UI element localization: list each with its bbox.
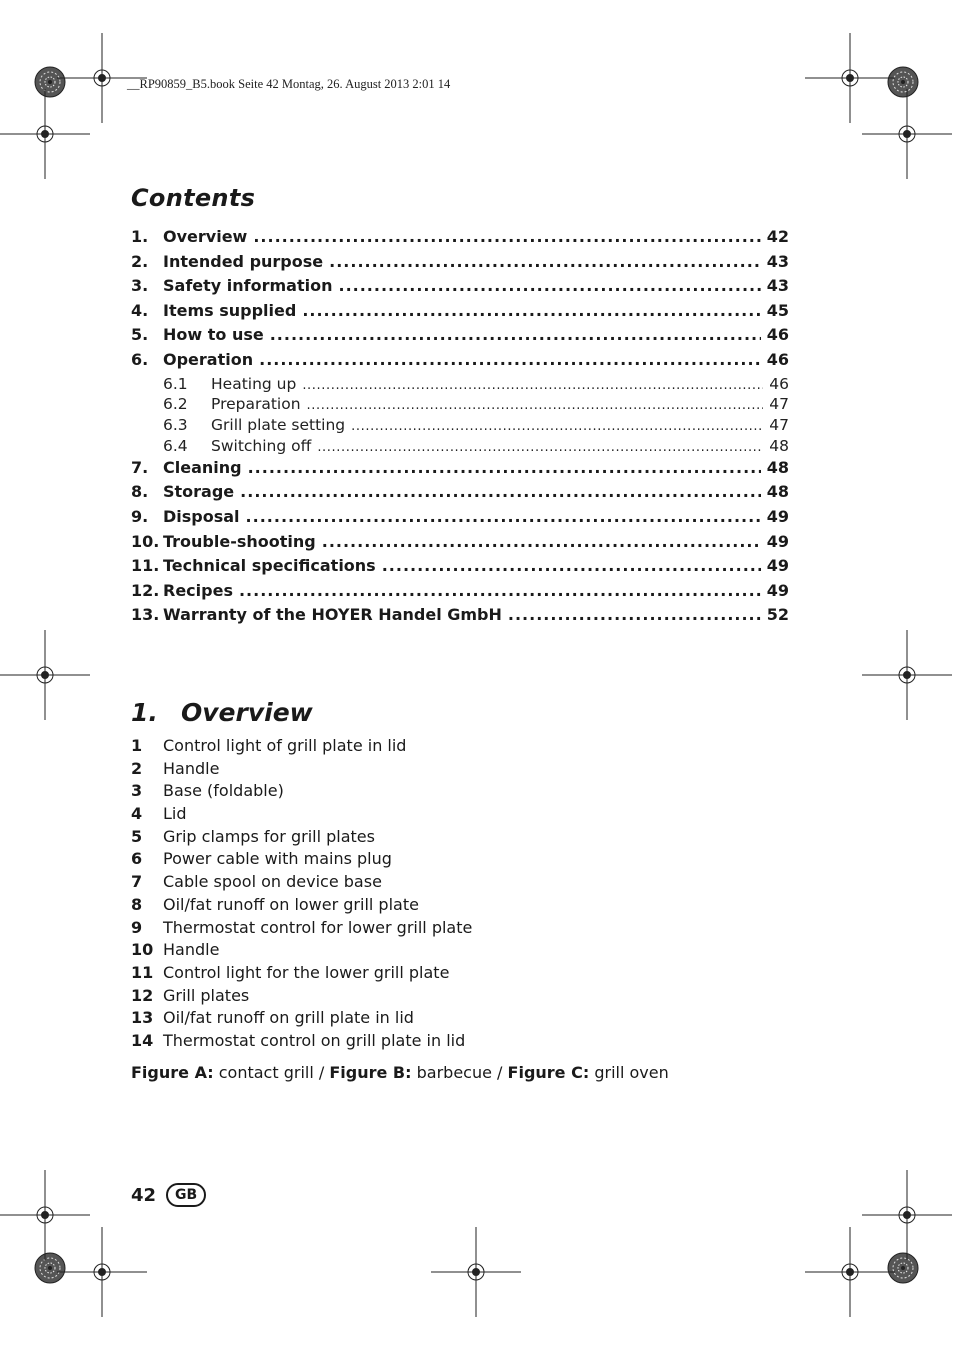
figure-c-label: Figure C: [507, 1063, 590, 1082]
toc-entry [131, 581, 789, 606]
toc-entry [131, 605, 789, 630]
toc-page: 49 [766, 556, 789, 576]
list-item [131, 1008, 472, 1031]
toc-leader-dots [322, 532, 761, 551]
toc-label: Preparation [211, 395, 301, 414]
toc-leader-dots [338, 276, 760, 295]
part-number: 5 [131, 826, 143, 846]
overview-parts-list [131, 736, 472, 1054]
part-description: Control light of grill plate in lid [163, 736, 407, 755]
toc-subentry [131, 375, 789, 396]
toc-leader-dots [382, 556, 761, 575]
part-number: 10 [131, 940, 154, 960]
toc-page: 48 [769, 436, 789, 455]
list-item [131, 872, 472, 895]
toc-leader-dots [253, 227, 760, 246]
print-header: __RP90859_B5.book Seite 42 Montag, 26. August 2013 2:01 14 [127, 77, 451, 91]
toc-entry [131, 227, 789, 252]
toc-page: 42 [766, 227, 789, 246]
crosshair-icon [805, 1227, 895, 1317]
table-of-contents [131, 227, 789, 630]
toc-leader-dots [307, 395, 764, 413]
list-item [131, 895, 472, 918]
part-number: 1 [131, 736, 143, 755]
toc-label: Safety information [163, 276, 333, 296]
figure-separator: / [497, 1063, 503, 1082]
toc-page: 48 [766, 482, 789, 502]
toc-leader-dots [302, 375, 763, 393]
crosshair-icon [862, 630, 952, 720]
toc-leader-dots [302, 301, 760, 320]
figure-b-text: barbecue [416, 1063, 492, 1082]
part-description: Oil/fat runoff on lower grill plate [163, 894, 419, 914]
toc-page: 48 [766, 457, 789, 477]
figure-b-label: Figure B: [329, 1063, 412, 1082]
part-description: Base (foldable) [163, 781, 284, 801]
registration-wheel-icon [888, 67, 918, 97]
crosshair-icon [862, 89, 952, 179]
list-item [131, 736, 472, 759]
contents-title: Contents [131, 184, 256, 212]
toc-number: 2. [131, 251, 149, 271]
toc-leader-dots [246, 507, 761, 526]
toc-page: 49 [766, 580, 789, 600]
list-item [131, 804, 472, 827]
figure-separator: / [318, 1063, 325, 1082]
toc-entry [131, 482, 789, 507]
part-description: Thermostat control on grill plate in lid [163, 1030, 466, 1050]
part-description: Thermostat control for lower grill plate [163, 917, 473, 937]
toc-page: 47 [769, 416, 789, 435]
list-item [131, 986, 472, 1009]
toc-leader-dots [508, 605, 761, 624]
list-item [131, 918, 472, 941]
page-footer [131, 1183, 206, 1207]
crosshair-icon [862, 1170, 952, 1260]
crosshair-icon [0, 1170, 90, 1260]
toc-number: 1. [131, 227, 149, 246]
crosshair-icon [431, 1227, 521, 1317]
toc-leader-dots [248, 458, 761, 477]
toc-number: 13. [131, 605, 160, 625]
toc-page: 43 [766, 276, 789, 296]
figure-legend [131, 1063, 669, 1082]
part-description: Oil/fat runoff on grill plate in lid [163, 1008, 414, 1028]
toc-entry [131, 301, 789, 326]
toc-page: 49 [766, 506, 789, 526]
toc-number: 5. [131, 325, 149, 345]
part-description: Cable spool on device base [163, 872, 382, 892]
toc-entry [131, 458, 789, 483]
toc-page: 46 [766, 349, 789, 369]
part-description: Handle [163, 758, 220, 778]
list-item [131, 827, 472, 850]
toc-label: How to use [163, 325, 264, 345]
figure-a-label: Figure A: [131, 1063, 214, 1082]
toc-number: 4. [131, 300, 149, 320]
toc-page: 46 [766, 325, 789, 345]
toc-entry [131, 507, 789, 532]
toc-number: 3. [131, 276, 149, 296]
toc-page: 52 [766, 605, 789, 625]
part-number: 11 [131, 962, 154, 982]
toc-number: 12. [131, 580, 160, 600]
part-description: Handle [163, 940, 220, 960]
toc-number: 8. [131, 482, 149, 502]
toc-leader-dots [259, 350, 761, 369]
part-number: 7 [131, 872, 143, 892]
toc-leader-dots [270, 325, 761, 344]
toc-entry [131, 532, 789, 557]
list-item [131, 781, 472, 804]
overview-heading-title: Overview [181, 698, 313, 727]
toc-leader-dots [317, 437, 763, 455]
crosshair-icon [0, 89, 90, 179]
toc-label: Intended purpose [163, 251, 324, 271]
toc-label: Technical specifications [163, 556, 376, 576]
part-number: 13 [131, 1008, 154, 1028]
part-description: Grill plates [163, 985, 250, 1005]
toc-leader-dots [240, 482, 761, 501]
toc-entry [131, 556, 789, 581]
page-number: 42 [131, 1184, 157, 1206]
toc-entry [131, 252, 789, 277]
toc-label: Recipes [163, 580, 233, 600]
toc-page: 49 [766, 531, 789, 551]
toc-subentry [131, 395, 789, 416]
language-badge: GB [166, 1183, 206, 1207]
toc-entry [131, 350, 789, 375]
toc-number: 11. [131, 556, 160, 576]
toc-label: Items supplied [163, 300, 297, 320]
toc-label: Switching off [211, 436, 312, 455]
toc-page: 47 [769, 395, 789, 414]
toc-page: 43 [766, 251, 789, 271]
crosshair-icon [57, 1227, 147, 1317]
part-description: Lid [163, 804, 187, 824]
list-item [131, 940, 472, 963]
toc-leader-dots [351, 416, 763, 434]
toc-label: Cleaning [163, 457, 242, 477]
overview-heading [131, 698, 313, 727]
toc-leader-dots [239, 581, 761, 600]
toc-number: 6.4 [163, 436, 188, 455]
list-item [131, 963, 472, 986]
part-number: 12 [131, 985, 154, 1005]
figure-a-text: contact grill [218, 1063, 314, 1082]
crosshair-icon [0, 630, 90, 720]
part-number: 9 [131, 917, 143, 937]
list-item [131, 849, 472, 872]
registration-wheel-icon [888, 1253, 918, 1283]
part-number: 2 [131, 758, 143, 778]
list-item [131, 1031, 472, 1054]
toc-entry [131, 276, 789, 301]
part-description: Power cable with mains plug [163, 849, 392, 869]
part-description: Grip clamps for grill plates [163, 826, 375, 846]
toc-label: Operation [163, 349, 254, 369]
toc-page: 46 [769, 374, 789, 393]
toc-leader-dots [329, 252, 761, 271]
toc-label: Overview [163, 227, 248, 246]
list-item [131, 759, 472, 782]
crosshair-icon [805, 33, 895, 123]
toc-subentry [131, 416, 789, 437]
toc-page: 45 [766, 300, 789, 320]
part-number: 8 [131, 894, 143, 914]
toc-subentry [131, 437, 789, 458]
part-description: Control light for the lower grill plate [163, 962, 450, 982]
toc-number: 7. [131, 457, 149, 477]
toc-number: 6.3 [163, 416, 188, 435]
overview-heading-number: 1. [131, 698, 158, 727]
toc-entry [131, 325, 789, 350]
toc-label: Disposal [163, 506, 240, 526]
toc-label: Storage [163, 482, 235, 502]
toc-number: 9. [131, 506, 149, 526]
registration-wheel-icon [35, 1253, 65, 1283]
toc-label: Warranty of the HOYER Handel GmbH [163, 605, 502, 625]
toc-number: 6. [131, 349, 149, 369]
registration-wheel-icon [35, 67, 65, 97]
part-number: 4 [131, 804, 143, 824]
toc-number: 10. [131, 531, 160, 551]
toc-label: Trouble-shooting [163, 531, 316, 551]
part-number: 6 [131, 849, 143, 869]
figure-c-text: grill oven [594, 1063, 669, 1082]
part-number: 3 [131, 781, 143, 801]
toc-label: Heating up [211, 374, 297, 393]
toc-number: 6.1 [163, 374, 188, 393]
part-number: 14 [131, 1030, 154, 1050]
toc-number: 6.2 [163, 395, 188, 414]
toc-label: Grill plate setting [211, 416, 346, 435]
